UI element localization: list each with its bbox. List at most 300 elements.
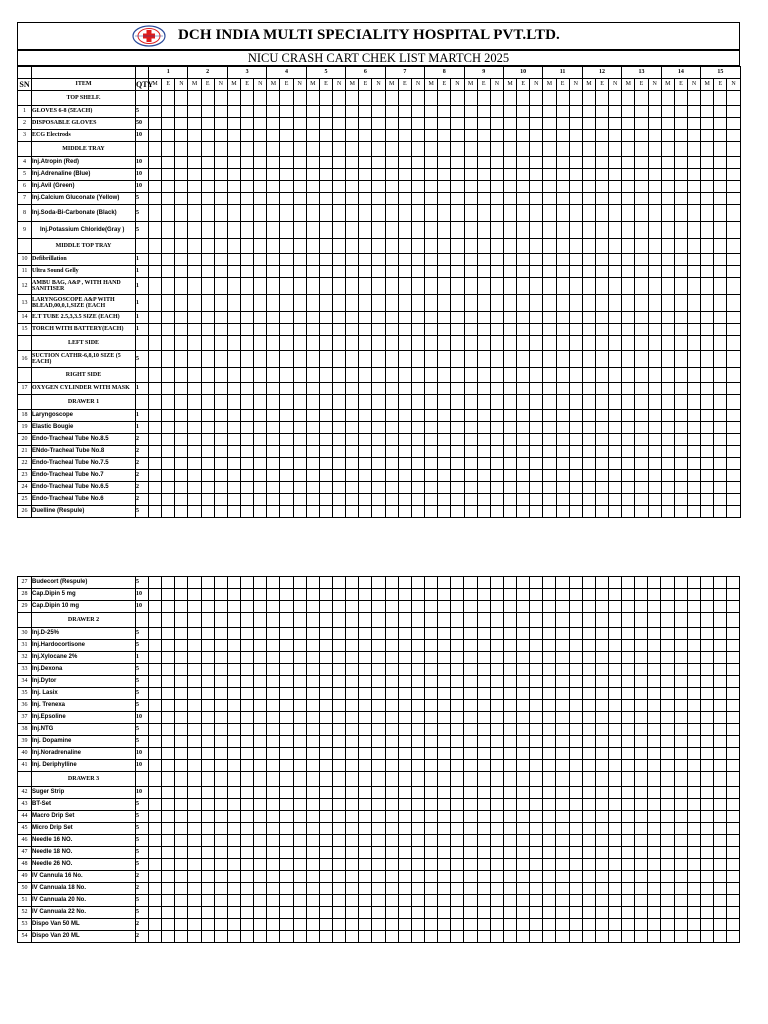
check-cell[interactable] [608,760,621,772]
check-cell[interactable] [332,736,345,748]
check-cell[interactable] [648,205,661,222]
check-cell[interactable] [635,295,648,312]
check-cell[interactable] [201,106,214,118]
check-cell[interactable] [240,772,253,787]
check-cell[interactable] [280,712,293,724]
check-cell[interactable] [714,410,727,422]
check-cell[interactable] [254,748,267,760]
check-cell[interactable] [438,368,451,383]
check-cell[interactable] [425,193,438,205]
check-cell[interactable] [503,748,516,760]
check-cell[interactable] [280,312,293,324]
check-cell[interactable] [582,395,595,410]
check-cell[interactable] [701,222,714,239]
check-cell[interactable] [149,823,162,835]
check-cell[interactable] [608,613,621,628]
check-cell[interactable] [727,883,740,895]
check-cell[interactable] [608,652,621,664]
check-cell[interactable] [727,106,740,118]
check-cell[interactable] [556,410,569,422]
check-cell[interactable] [162,823,175,835]
check-cell[interactable] [398,422,411,434]
check-cell[interactable] [674,295,687,312]
check-cell[interactable] [267,688,280,700]
check-cell[interactable] [477,312,490,324]
check-cell[interactable] [346,628,359,640]
check-cell[interactable] [451,422,464,434]
check-cell[interactable] [477,640,490,652]
check-cell[interactable] [503,106,516,118]
check-cell[interactable] [201,470,214,482]
check-cell[interactable] [530,835,543,847]
check-cell[interactable] [661,589,674,601]
check-cell[interactable] [556,458,569,470]
check-cell[interactable] [648,835,661,847]
check-cell[interactable] [674,351,687,368]
check-cell[interactable] [674,434,687,446]
check-cell[interactable] [530,859,543,871]
check-cell[interactable] [648,336,661,351]
check-cell[interactable] [293,169,306,181]
check-cell[interactable] [714,883,727,895]
check-cell[interactable] [516,640,529,652]
check-cell[interactable] [162,422,175,434]
check-cell[interactable] [635,919,648,931]
check-cell[interactable] [175,787,188,799]
check-cell[interactable] [582,470,595,482]
check-cell[interactable] [332,712,345,724]
check-cell[interactable] [490,847,503,859]
check-cell[interactable] [556,589,569,601]
check-cell[interactable] [319,142,332,157]
check-cell[interactable] [385,883,398,895]
check-cell[interactable] [359,254,372,266]
check-cell[interactable] [530,847,543,859]
check-cell[interactable] [490,799,503,811]
check-cell[interactable] [214,239,227,254]
check-cell[interactable] [346,712,359,724]
check-cell[interactable] [241,169,254,181]
check-cell[interactable] [451,652,464,664]
check-cell[interactable] [714,799,727,811]
check-cell[interactable] [319,193,332,205]
check-cell[interactable] [214,919,227,931]
check-cell[interactable] [490,640,503,652]
check-cell[interactable] [569,395,582,410]
check-cell[interactable] [438,652,451,664]
check-cell[interactable] [359,351,372,368]
check-cell[interactable] [385,324,398,336]
check-cell[interactable] [227,494,240,506]
check-cell[interactable] [293,351,306,368]
check-cell[interactable] [438,312,451,324]
check-cell[interactable] [543,871,556,883]
check-cell[interactable] [516,931,529,943]
check-cell[interactable] [700,601,713,613]
check-cell[interactable] [346,239,359,254]
check-cell[interactable] [609,506,622,518]
check-cell[interactable] [503,577,516,589]
check-cell[interactable] [385,395,398,410]
check-cell[interactable] [319,787,332,799]
check-cell[interactable] [700,760,713,772]
check-cell[interactable] [569,871,582,883]
check-cell[interactable] [595,640,608,652]
check-cell[interactable] [609,494,622,506]
check-cell[interactable] [569,772,582,787]
check-cell[interactable] [319,458,332,470]
check-cell[interactable] [240,589,253,601]
check-cell[interactable] [687,640,700,652]
check-cell[interactable] [477,295,490,312]
check-cell[interactable] [241,368,254,383]
check-cell[interactable] [346,324,359,336]
check-cell[interactable] [188,181,201,193]
check-cell[interactable] [162,254,175,266]
check-cell[interactable] [267,239,280,254]
check-cell[interactable] [149,295,162,312]
check-cell[interactable] [162,383,175,395]
check-cell[interactable] [582,895,595,907]
check-cell[interactable] [438,601,451,613]
check-cell[interactable] [477,494,490,506]
check-cell[interactable] [569,760,582,772]
check-cell[interactable] [293,410,306,422]
check-cell[interactable] [240,652,253,664]
check-cell[interactable] [438,295,451,312]
check-cell[interactable] [333,312,346,324]
check-cell[interactable] [398,410,411,422]
check-cell[interactable] [595,312,608,324]
check-cell[interactable] [175,613,188,628]
check-cell[interactable] [162,760,175,772]
check-cell[interactable] [214,410,227,422]
check-cell[interactable] [425,383,438,395]
check-cell[interactable] [714,748,727,760]
check-cell[interactable] [333,205,346,222]
check-cell[interactable] [595,295,608,312]
check-cell[interactable] [516,787,529,799]
check-cell[interactable] [490,266,503,278]
check-cell[interactable] [477,907,490,919]
check-cell[interactable] [569,907,582,919]
check-cell[interactable] [517,254,530,266]
check-cell[interactable] [306,205,319,222]
check-cell[interactable] [306,312,319,324]
check-cell[interactable] [346,859,359,871]
check-cell[interactable] [280,748,293,760]
check-cell[interactable] [188,811,201,823]
check-cell[interactable] [280,157,293,169]
check-cell[interactable] [240,640,253,652]
check-cell[interactable] [385,577,398,589]
check-cell[interactable] [687,446,700,458]
check-cell[interactable] [425,266,438,278]
check-cell[interactable] [595,919,608,931]
check-cell[interactable] [464,130,477,142]
check-cell[interactable] [661,434,674,446]
check-cell[interactable] [477,181,490,193]
check-cell[interactable] [556,434,569,446]
check-cell[interactable] [385,434,398,446]
check-cell[interactable] [687,895,700,907]
check-cell[interactable] [635,278,648,295]
check-cell[interactable] [503,736,516,748]
check-cell[interactable] [293,931,306,943]
check-cell[interactable] [700,835,713,847]
check-cell[interactable] [674,157,687,169]
check-cell[interactable] [727,700,740,712]
check-cell[interactable] [175,368,188,383]
check-cell[interactable] [727,434,740,446]
check-cell[interactable] [477,883,490,895]
check-cell[interactable] [700,883,713,895]
check-cell[interactable] [608,883,621,895]
check-cell[interactable] [714,395,727,410]
check-cell[interactable] [674,919,687,931]
check-cell[interactable] [609,91,622,106]
check-cell[interactable] [359,395,372,410]
check-cell[interactable] [477,652,490,664]
check-cell[interactable] [608,919,621,931]
check-cell[interactable] [425,395,438,410]
check-cell[interactable] [162,601,175,613]
check-cell[interactable] [451,760,464,772]
check-cell[interactable] [477,688,490,700]
check-cell[interactable] [438,395,451,410]
check-cell[interactable] [227,664,240,676]
check-cell[interactable] [464,712,477,724]
check-cell[interactable] [293,835,306,847]
check-cell[interactable] [411,482,424,494]
check-cell[interactable] [490,118,503,130]
check-cell[interactable] [727,748,740,760]
check-cell[interactable] [622,181,635,193]
check-cell[interactable] [214,823,227,835]
check-cell[interactable] [333,383,346,395]
check-cell[interactable] [701,193,714,205]
check-cell[interactable] [293,688,306,700]
check-cell[interactable] [490,700,503,712]
check-cell[interactable] [319,640,332,652]
check-cell[interactable] [714,736,727,748]
check-cell[interactable] [149,787,162,799]
check-cell[interactable] [333,222,346,239]
check-cell[interactable] [240,577,253,589]
check-cell[interactable] [240,712,253,724]
check-cell[interactable] [346,422,359,434]
check-cell[interactable] [227,847,240,859]
check-cell[interactable] [201,724,214,736]
check-cell[interactable] [595,239,608,254]
check-cell[interactable] [464,787,477,799]
check-cell[interactable] [582,336,595,351]
check-cell[interactable] [595,422,608,434]
check-cell[interactable] [241,506,254,518]
check-cell[interactable] [149,222,162,239]
check-cell[interactable] [595,601,608,613]
check-cell[interactable] [175,712,188,724]
check-cell[interactable] [569,142,582,157]
check-cell[interactable] [267,266,280,278]
check-cell[interactable] [608,700,621,712]
check-cell[interactable] [188,787,201,799]
check-cell[interactable] [543,239,556,254]
check-cell[interactable] [674,239,687,254]
check-cell[interactable] [398,193,411,205]
check-cell[interactable] [464,410,477,422]
check-cell[interactable] [714,142,727,157]
check-cell[interactable] [214,130,227,142]
check-cell[interactable] [267,351,280,368]
check-cell[interactable] [556,351,569,368]
check-cell[interactable] [477,106,490,118]
check-cell[interactable] [319,601,332,613]
check-cell[interactable] [609,118,622,130]
check-cell[interactable] [175,772,188,787]
check-cell[interactable] [622,883,635,895]
check-cell[interactable] [424,907,437,919]
check-cell[interactable] [438,676,451,688]
check-cell[interactable] [214,181,227,193]
check-cell[interactable] [727,688,740,700]
check-cell[interactable] [214,907,227,919]
check-cell[interactable] [149,811,162,823]
check-cell[interactable] [543,422,556,434]
check-cell[interactable] [214,254,227,266]
check-cell[interactable] [293,446,306,458]
check-cell[interactable] [622,324,635,336]
check-cell[interactable] [372,222,385,239]
check-cell[interactable] [674,506,687,518]
check-cell[interactable] [556,239,569,254]
check-cell[interactable] [332,748,345,760]
check-cell[interactable] [451,239,464,254]
check-cell[interactable] [398,907,411,919]
check-cell[interactable] [661,799,674,811]
check-cell[interactable] [149,482,162,494]
check-cell[interactable] [346,336,359,351]
check-cell[interactable] [595,823,608,835]
check-cell[interactable] [214,859,227,871]
check-cell[interactable] [661,859,674,871]
check-cell[interactable] [451,458,464,470]
check-cell[interactable] [543,470,556,482]
check-cell[interactable] [175,724,188,736]
check-cell[interactable] [333,482,346,494]
check-cell[interactable] [622,724,635,736]
check-cell[interactable] [280,383,293,395]
check-cell[interactable] [398,470,411,482]
check-cell[interactable] [359,181,372,193]
check-cell[interactable] [477,458,490,470]
check-cell[interactable] [254,871,267,883]
check-cell[interactable] [727,772,740,787]
check-cell[interactable] [372,410,385,422]
check-cell[interactable] [319,748,332,760]
check-cell[interactable] [411,895,424,907]
check-cell[interactable] [162,931,175,943]
check-cell[interactable] [451,724,464,736]
check-cell[interactable] [280,799,293,811]
check-cell[interactable] [372,205,385,222]
check-cell[interactable] [543,859,556,871]
check-cell[interactable] [569,193,582,205]
check-cell[interactable] [372,368,385,383]
check-cell[interactable] [464,446,477,458]
check-cell[interactable] [201,494,214,506]
check-cell[interactable] [319,676,332,688]
check-cell[interactable] [714,700,727,712]
check-cell[interactable] [648,577,661,589]
check-cell[interactable] [254,458,267,470]
check-cell[interactable] [701,482,714,494]
check-cell[interactable] [464,931,477,943]
check-cell[interactable] [319,736,332,748]
check-cell[interactable] [214,157,227,169]
check-cell[interactable] [306,422,319,434]
check-cell[interactable] [477,368,490,383]
check-cell[interactable] [543,787,556,799]
check-cell[interactable] [582,169,595,181]
check-cell[interactable] [438,835,451,847]
check-cell[interactable] [372,688,385,700]
check-cell[interactable] [372,787,385,799]
check-cell[interactable] [464,823,477,835]
check-cell[interactable] [188,760,201,772]
check-cell[interactable] [661,907,674,919]
check-cell[interactable] [438,142,451,157]
check-cell[interactable] [714,613,727,628]
check-cell[interactable] [241,446,254,458]
check-cell[interactable] [201,811,214,823]
check-cell[interactable] [700,712,713,724]
check-cell[interactable] [227,652,240,664]
check-cell[interactable] [700,931,713,943]
check-cell[interactable] [306,835,319,847]
check-cell[interactable] [595,434,608,446]
check-cell[interactable] [280,130,293,142]
check-cell[interactable] [425,239,438,254]
check-cell[interactable] [372,577,385,589]
check-cell[interactable] [556,760,569,772]
check-cell[interactable] [254,383,267,395]
check-cell[interactable] [727,907,740,919]
check-cell[interactable] [240,931,253,943]
check-cell[interactable] [714,640,727,652]
check-cell[interactable] [227,157,240,169]
check-cell[interactable] [517,506,530,518]
check-cell[interactable] [516,859,529,871]
check-cell[interactable] [595,760,608,772]
check-cell[interactable] [530,482,543,494]
check-cell[interactable] [424,601,437,613]
check-cell[interactable] [503,193,516,205]
check-cell[interactable] [280,589,293,601]
check-cell[interactable] [267,383,280,395]
check-cell[interactable] [635,859,648,871]
check-cell[interactable] [490,772,503,787]
check-cell[interactable] [411,254,424,266]
check-cell[interactable] [201,295,214,312]
check-cell[interactable] [411,640,424,652]
check-cell[interactable] [372,295,385,312]
check-cell[interactable] [556,118,569,130]
check-cell[interactable] [346,91,359,106]
check-cell[interactable] [648,724,661,736]
check-cell[interactable] [149,494,162,506]
check-cell[interactable] [556,278,569,295]
